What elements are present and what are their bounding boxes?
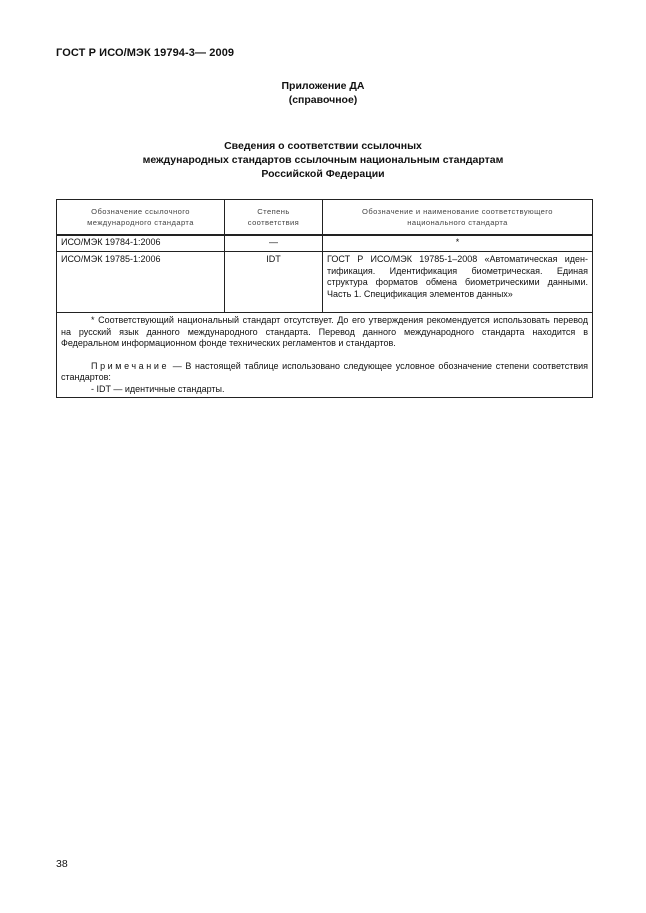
national-standard-cell: * (323, 235, 593, 252)
column-header-degree-line-2: соответствия (247, 218, 300, 227)
document-header: ГОСТ Р ИСО/МЭК 19794-3— 2009 (56, 47, 235, 59)
note-label: Примечание (91, 360, 170, 371)
table-row (57, 252, 593, 313)
column-header-national (323, 200, 593, 236)
annex-heading (0, 79, 646, 107)
degree-cell: IDT (225, 252, 323, 313)
note-text: — В настоящей таблице использовано следующее условное обозначение степени соответствия стандартов: (61, 360, 588, 382)
annex-main-title (0, 139, 646, 181)
correspondence-table (56, 199, 593, 398)
table-header-row (57, 200, 593, 236)
table-row (57, 235, 593, 252)
national-standard-cell: ГОСТ Р ИСО/МЭК 19785-1–2008 «Автоматическая идентификация. Идентификация биометрическая. Единая структура форматов обмена биометрическими данными. Часть 1. Спецификация элементов данных» (323, 252, 593, 313)
column-header-reference (57, 200, 225, 236)
reference-standard-cell: ИСО/МЭК 19784-1:2006 (57, 235, 225, 252)
column-header-national-line-2: национального стандарта (407, 218, 508, 227)
title-line-1: Сведения о соответствии ссылочных (224, 140, 422, 152)
title-line-3: Российской Федерации (261, 168, 385, 180)
annex-subtitle: (справочное) (288, 94, 358, 106)
page-number: 38 (56, 858, 68, 870)
footnote-text: * Соответствующий национальный стандарт отсутствует. До его утверждения рекомендуется использовать перевод на русский язык данного международного стандарта. Перевод данного международного стандарта находится в Федеральном информационном фонде технических регламентов и стандартов. (61, 315, 588, 348)
column-header-reference-line-2: международного стандарта (87, 218, 194, 227)
column-header-degree-line-1: Степень (257, 207, 290, 216)
note-paragraph (61, 361, 588, 384)
table-notes-cell (57, 313, 593, 398)
note-item: - IDT — идентичные стандарты. (91, 383, 225, 394)
column-header-reference-line-1: Обозначение ссылочного (91, 207, 190, 216)
degree-cell: — (225, 235, 323, 252)
reference-standard-cell: ИСО/МЭК 19785-1:2006 (57, 252, 225, 313)
title-line-2: международных стандартов ссылочным национальным стандартам (142, 154, 504, 166)
table-notes-row (57, 313, 593, 398)
annex-title: Приложение ДА (281, 80, 365, 92)
column-header-national-line-1: Обозначение и наименование соответствующего (362, 207, 553, 216)
column-header-degree (225, 200, 323, 236)
